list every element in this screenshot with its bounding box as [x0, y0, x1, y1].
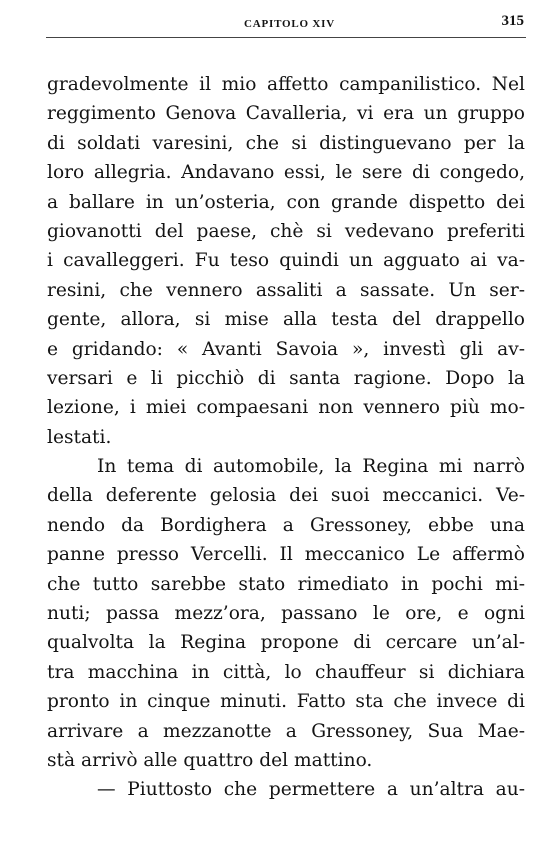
body-text [47, 70, 525, 805]
text-line: nendo da Bordighera a Gressoney, ebbe una [47, 514, 525, 536]
text-line: e gridando: « Avanti Savoia », investì gli av- [47, 338, 525, 360]
header-rule [46, 37, 526, 38]
text-line: giovanotti del paese, chè si vedevano preferiti [47, 220, 525, 242]
text-line: arrivare a mezzanotte a Gressoney, Sua Mae- [47, 720, 525, 742]
running-title: CAPITOLO XIV [244, 18, 335, 30]
text-line: tra macchina in città, lo chauffeur si dichiara [47, 661, 525, 683]
text-line: lestati. [47, 426, 112, 448]
text-line: pronto in cinque minuti. Fatto sta che invece di [47, 691, 525, 713]
text-line: stà arrivò alle quattro del mattino. [47, 749, 373, 771]
text-line: gradevolmente il mio affetto campanilistico. Nel [47, 74, 525, 95]
text-line: reggimento Genova Cavalleria, vi era un gruppo [47, 103, 525, 125]
text-line: In tema di automobile, la Regina mi narrò [97, 456, 525, 478]
text-line: gente, allora, si mise alla testa del drappello [47, 309, 525, 331]
text-line: qualvolta la Regina propone di cercare un’al- [47, 632, 525, 654]
text-line: versari e li picchiò di santa ragione. Dopo la [47, 367, 525, 389]
text-line: i cavalleggeri. Fu teso quindi un agguato ai va- [47, 250, 525, 272]
text-line: di soldati varesini, che si distinguevano per la [47, 132, 525, 154]
text-line: panne presso Vercelli. Il meccanico Le affermò [47, 544, 525, 566]
text-line: resini, che vennero assaliti a sassate. Un ser- [47, 279, 525, 301]
text-line: a ballare in un’osteria, con grande dispetto dei [47, 191, 525, 213]
page-number: 315 [501, 13, 524, 29]
text-line: loro allegria. Andavano essi, le sere di congedo, [47, 162, 525, 184]
text-line: della deferente gelosia dei suoi meccanici. Ve- [47, 485, 525, 507]
running-header [46, 8, 526, 38]
text-line: che tutto sarebbe stato rimediato in pochi mi- [47, 573, 525, 595]
text-line: lezione, i miei compaesani non vennero più mo- [47, 397, 525, 419]
text-line: — Piuttosto che permettere a un’altra au- [97, 779, 525, 801]
text-line: nuti; passa mezz’ora, passano le ore, e ogni [47, 603, 525, 625]
